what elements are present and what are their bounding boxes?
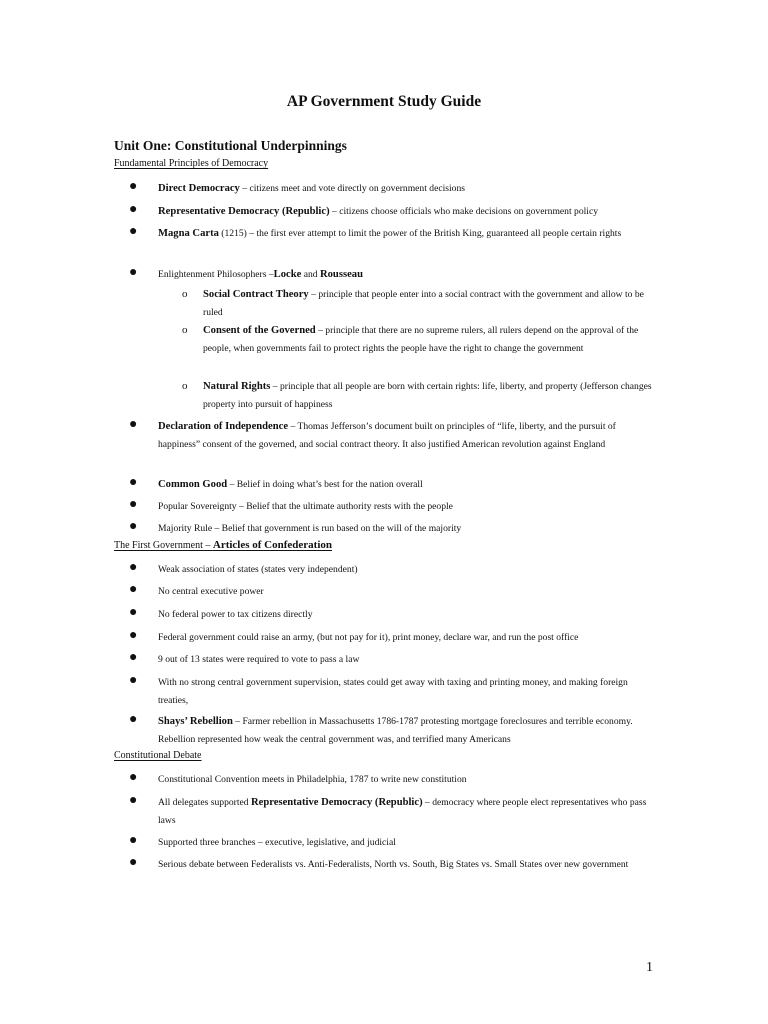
bullet-icon: ● [129, 712, 138, 727]
bullet-icon: ● [129, 265, 138, 280]
bullet-icon: ● [129, 673, 138, 688]
sub-item-natural-rights: Natural Rights – principle that all people are born with certain rights: life, liberty, and property (Jefferson changes property into pursuit of happiness [203, 381, 652, 410]
bullet-icon: ● [129, 628, 138, 643]
bullet-icon: ● [129, 179, 138, 194]
list-item-enlightenment-philosophers: Enlightenment Philosophers –Locke and Rousseau [158, 269, 363, 280]
list-item-popular-sovereignty: Popular Sovereignty – Belief that the ultimate authority rests with the people [158, 501, 453, 512]
list-item-direct-democracy: Direct Democracy – citizens meet and vote directly on government decisions [158, 183, 465, 194]
bullet-icon: ● [129, 650, 138, 665]
list-item-delegates: All delegates supported Representative Democracy (Republic) – democracy where people elect representatives who pass laws [158, 797, 647, 826]
sub-item-consent-of-the-governed: Consent of the Governed – principle that there are no supreme rulers, all rulers depend on the approval of the people, when governments fail to protect rights the people have the right to change the government [203, 325, 639, 354]
bullet-icon: ● [129, 582, 138, 597]
circle-bullet-icon: o [182, 324, 188, 336]
list-item-no-executive: No central executive power [158, 586, 264, 597]
bullet-icon: ● [129, 855, 138, 870]
circle-bullet-icon: o [182, 288, 188, 300]
circle-bullet-icon: o [182, 380, 188, 392]
list-item-magna-carta: Magna Carta (1215) – the first ever attempt to limit the power of the British King, guaranteed all people certain rights [158, 228, 622, 239]
list-item-nine-of-thirteen: 9 out of 13 states were required to vote to pass a law [158, 654, 360, 665]
page-number: 1 [646, 960, 653, 975]
list-item-shays-rebellion: Shays’ Rebellion – Farmer rebellion in Massachusetts 1786-1787 protesting mortgage foreclosures and terrible economy. Rebellion represented how weak the central government was, and terrified many Americans [158, 716, 633, 745]
list-item-no-supervision: With no strong central government supervision, states could get away with taxing and printing money, and making foreign treaties, [158, 677, 628, 706]
bullet-icon: ● [129, 793, 138, 808]
sub-item-social-contract-theory: Social Contract Theory – principle that people enter into a social contract with the government and allow to be ruled [203, 289, 644, 318]
bullet-icon: ● [129, 224, 138, 239]
list-item-serious-debate: Serious debate between Federalists vs. Anti-Federalists, North vs. South, Big States vs. Small States over new government [158, 859, 629, 870]
bullet-icon: ● [129, 833, 138, 848]
list-item-weak-association: Weak association of states (states very independent) [158, 564, 358, 575]
list-item-declaration-of-independence: Declaration of Independence – Thomas Jefferson’s document built on principles of “life, liberty, and the pursuit of happiness” consent of the governed, and social contract theory. It also justified American revolution against England [158, 421, 616, 450]
bullet-icon: ● [129, 417, 138, 432]
list-item-convention: Constitutional Convention meets in Philadelphia, 1787 to write new constitution [158, 774, 467, 785]
section-heading-fundamental-principles: Fundamental Principles of Democracy [114, 158, 269, 169]
list-item-three-branches: Supported three branches – executive, legislative, and judicial [158, 837, 396, 848]
bullet-icon: ● [129, 202, 138, 217]
list-item-majority-rule: Majority Rule – Belief that government is run based on the will of the majority [158, 523, 462, 534]
bullet-icon: ● [129, 560, 138, 575]
bullet-icon: ● [129, 475, 138, 490]
bullet-icon: ● [129, 605, 138, 620]
bullet-icon: ● [129, 497, 138, 512]
section-heading-constitutional-debate: Constitutional Debate [114, 750, 202, 761]
list-item-representative-democracy: Representative Democracy (Republic) – citizens choose officials who make decisions on government policy [158, 206, 599, 217]
bullet-icon: ● [129, 519, 138, 534]
unit-heading: Unit One: Constitutional Underpinnings [114, 138, 347, 153]
list-item-raise-army: Federal government could raise an army, (but not pay for it), print money, declare war, and run the post office [158, 632, 579, 643]
section-heading-first-government: The First Government – Articles of Confederation [114, 539, 333, 551]
bullet-icon: ● [129, 770, 138, 785]
list-item-common-good: Common Good – Belief in doing what’s best for the nation overall [158, 479, 423, 490]
page-title: AP Government Study Guide [286, 93, 482, 110]
list-item-no-tax: No federal power to tax citizens directly [158, 609, 313, 620]
